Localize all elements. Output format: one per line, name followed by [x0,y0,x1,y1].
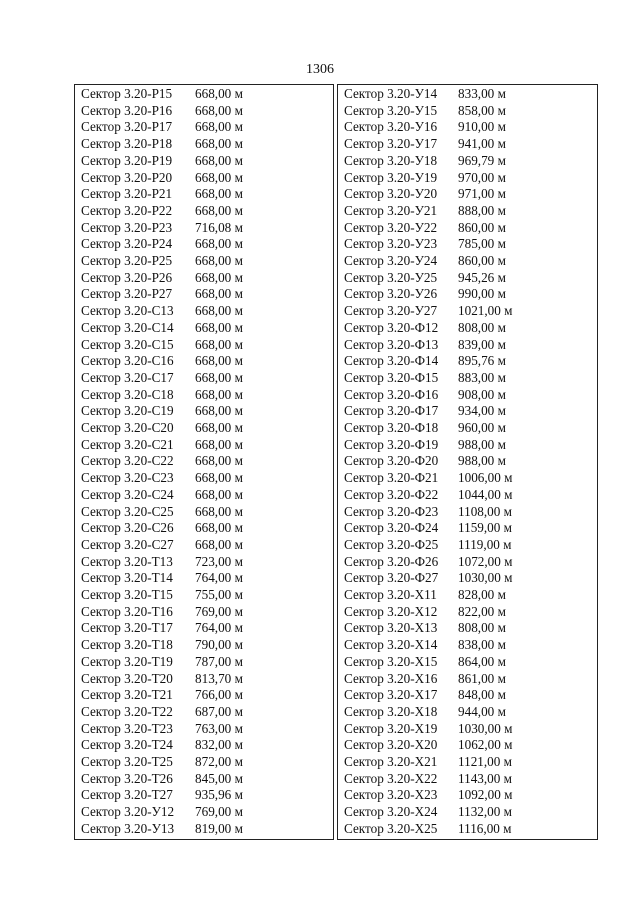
sector-name: Сектор 3.20-С14 [81,319,174,335]
sector-name: Сектор 3.20-Т24 [81,737,173,753]
table-row [75,253,333,270]
table-row [338,620,597,637]
sector-name: Сектор 3.20-Т14 [81,570,173,586]
sector-name: Сектор 3.20-С20 [81,420,174,435]
sector-name: Сектор 3.20-Т26 [81,770,173,786]
table-row [338,253,597,270]
table-row [75,687,333,704]
sector-length: 785,00 м [458,236,506,252]
table-row [75,437,333,454]
table-row [338,754,597,771]
table-row [75,671,333,688]
sector-length: 872,00 м [195,754,243,769]
sector-name: Сектор 3.20-Ф13 [344,336,439,352]
sector-name: Сектор 3.20-С13 [81,303,174,319]
sector-length: 1092,00 м [458,787,513,803]
sector-length: 1132,00 м [458,804,513,820]
sector-length: 971,00 м [458,186,506,202]
sector-name: Сектор 3.20-У14 [344,86,438,101]
sector-length: 970,00 м [458,169,506,185]
table-row [338,821,597,838]
sector-name: Сектор 3.20-Р19 [81,152,173,168]
sector-name: Сектор 3.20-Х21 [344,754,438,769]
sector-name: Сектор 3.20-У20 [344,186,438,202]
table-row [338,554,597,571]
sector-length: 668,00 м [195,319,243,335]
table-row [75,620,333,637]
sector-length: 668,00 м [195,286,243,302]
sector-name: Сектор 3.20-Ф21 [344,470,439,486]
table-row [338,153,597,170]
sector-name: Сектор 3.20-Т13 [81,553,173,569]
table-row [75,821,333,838]
sector-length: 988,00 м [458,436,506,452]
sector-name: Сектор 3.20-С19 [81,403,174,419]
sector-length: 969,79 м [458,152,506,168]
table-row [338,170,597,187]
table-row [75,587,333,604]
sector-length: 908,00 м [458,386,506,402]
sector-length: 1159,00 м [458,520,513,536]
table-row [338,270,597,287]
sector-length: 1116,00 м [458,820,512,836]
sector-name: Сектор 3.20-Ф14 [344,353,439,369]
sector-name: Сектор 3.20-У22 [344,219,438,235]
table-row [75,570,333,587]
sector-name: Сектор 3.20-Т16 [81,603,173,619]
sector-name: Сектор 3.20-Т18 [81,637,173,653]
table-row [75,86,333,103]
sector-length: 668,00 м [195,186,243,202]
sector-length: 723,00 м [195,553,243,569]
table-row [338,353,597,370]
sector-name: Сектор 3.20-У23 [344,236,438,252]
table-row [75,286,333,303]
table-row [338,721,597,738]
sector-length: 668,00 м [195,269,243,285]
sector-length: 833,00 м [458,86,506,101]
sector-name: Сектор 3.20-У21 [344,202,438,218]
table-row [75,520,333,537]
sector-name: Сектор 3.20-Х17 [344,687,438,703]
sector-name: Сектор 3.20-Ф27 [344,570,439,586]
sector-length: 941,00 м [458,136,506,152]
table-row [75,654,333,671]
sector-name: Сектор 3.20-Р22 [81,202,173,218]
page-number: 1306 [306,62,334,77]
sector-length: 716,08 м [195,219,243,235]
sector-length: 838,00 м [458,637,506,653]
table-row [75,270,333,287]
table-row [75,186,333,203]
sector-name: Сектор 3.20-Р25 [81,253,173,268]
table-row [75,119,333,136]
sector-name: Сектор 3.20-Р15 [81,86,173,101]
table-row [338,220,597,237]
sector-length: 668,00 м [195,503,243,519]
sector-length: 787,00 м [195,653,243,669]
sector-length: 668,00 м [195,536,243,552]
table-row [338,119,597,136]
table-row [338,804,597,821]
sector-name: Сектор 3.20-Ф25 [344,536,439,552]
sector-length: 945,26 м [458,269,506,285]
sector-name: Сектор 3.20-Р23 [81,219,173,235]
sector-length: 822,00 м [458,603,506,619]
table-row [338,654,597,671]
sector-length: 1030,00 м [458,570,513,586]
sector-length: 668,00 м [195,102,243,118]
sector-name: Сектор 3.20-Т15 [81,587,173,602]
table-row [75,554,333,571]
sector-length: 808,00 м [458,319,506,335]
sector-name: Сектор 3.20-Т27 [81,787,173,803]
table-row [75,637,333,654]
table-row [338,437,597,454]
table-row [338,303,597,320]
sector-length: 1030,00 м [458,720,513,736]
table-row [338,370,597,387]
sector-name: Сектор 3.20-Ф24 [344,520,439,536]
sector-name: Сектор 3.20-У24 [344,253,438,268]
table-row [338,671,597,688]
sector-length: 858,00 м [458,102,506,118]
sector-name: Сектор 3.20-Т17 [81,620,173,636]
sector-name: Сектор 3.20-Х12 [344,603,438,619]
table-row [338,787,597,804]
sector-name: Сектор 3.20-Р26 [81,269,173,285]
sector-length: 1108,00 м [458,503,513,519]
table-row [75,737,333,754]
sector-name: Сектор 3.20-Ф12 [344,319,439,335]
sector-length: 1121,00 м [458,754,513,769]
sector-name: Сектор 3.20-С21 [81,436,174,452]
sector-length: 668,00 м [195,386,243,402]
sector-length: 668,00 м [195,86,243,101]
sector-length: 935,96 м [195,787,243,803]
sector-length: 1062,00 м [458,737,513,753]
sector-length: 1021,00 м [458,303,513,319]
sector-name: Сектор 3.20-С22 [81,453,174,469]
sector-length: 764,00 м [195,620,243,636]
table-row [338,387,597,404]
sector-length: 668,00 м [195,336,243,352]
sector-name: Сектор 3.20-Х23 [344,787,438,803]
sector-length: 828,00 м [458,587,506,602]
sector-length: 860,00 м [458,253,506,268]
table-row [338,203,597,220]
sector-name: Сектор 3.20-Р21 [81,186,173,202]
table-row [75,387,333,404]
table-row [75,337,333,354]
sector-name: Сектор 3.20-С16 [81,353,174,369]
sector-name: Сектор 3.20-У25 [344,269,438,285]
table-row [75,220,333,237]
sector-length: 895,76 м [458,353,506,369]
table-row [338,286,597,303]
sector-name: Сектор 3.20-Р24 [81,236,173,252]
sector-length: 668,00 м [195,520,243,536]
sector-length: 910,00 м [458,119,506,135]
table-row [338,537,597,554]
sector-name: Сектор 3.20-Ф20 [344,453,439,469]
table-row [338,420,597,437]
table-row [338,520,597,537]
sector-length: 668,00 м [195,353,243,369]
sector-name: Сектор 3.20-Х14 [344,637,438,653]
sector-name: Сектор 3.20-С23 [81,470,174,486]
table-row [75,403,333,420]
sector-length: 668,00 м [195,453,243,469]
sector-name: Сектор 3.20-Ф22 [344,486,439,502]
table-row [338,470,597,487]
sector-name: Сектор 3.20-Т23 [81,720,173,736]
sector-length: 763,00 м [195,720,243,736]
sector-name: Сектор 3.20-С24 [81,486,174,502]
sector-name: Сектор 3.20-Х15 [344,653,438,669]
sector-name: Сектор 3.20-Ф26 [344,553,439,569]
table-row [338,453,597,470]
sector-name: Сектор 3.20-Т25 [81,754,173,769]
sector-name: Сектор 3.20-Ф19 [344,436,439,452]
sector-length: 861,00 м [458,670,506,686]
sector-name: Сектор 3.20-У16 [344,119,438,135]
sector-length: 668,00 м [195,436,243,452]
sector-length: 668,00 м [195,136,243,152]
table-row [75,787,333,804]
sector-name: Сектор 3.20-Т20 [81,670,173,686]
sector-length: 668,00 м [195,253,243,268]
sector-length: 769,00 м [195,603,243,619]
sector-length: 687,00 м [195,703,243,719]
sector-length: 883,00 м [458,369,506,385]
sector-length: 668,00 м [195,486,243,502]
sector-name: Сектор 3.20-С27 [81,536,174,552]
table-row [338,186,597,203]
table-row [75,236,333,253]
sector-name: Сектор 3.20-У27 [344,303,438,319]
table-row [75,136,333,153]
sector-name: Сектор 3.20-Р16 [81,102,173,118]
table-row [75,804,333,821]
table-row [75,537,333,554]
table-row [75,303,333,320]
table-row [338,320,597,337]
table-row [75,754,333,771]
sector-name: Сектор 3.20-Ф18 [344,420,439,435]
table-row [338,771,597,788]
table-row [75,604,333,621]
sector-name: Сектор 3.20-С25 [81,503,174,519]
sector-length: 668,00 м [195,403,243,419]
sector-name: Сектор 3.20-У15 [344,102,438,118]
table-row [75,504,333,521]
table-row [338,337,597,354]
table-row [75,320,333,337]
table-row [75,170,333,187]
sector-name: Сектор 3.20-Х24 [344,804,438,820]
table-row [75,370,333,387]
table-row [338,604,597,621]
table-row [75,353,333,370]
sector-length: 764,00 м [195,570,243,586]
sector-length-table [74,84,598,842]
sector-length: 790,00 м [195,637,243,653]
table-row [75,420,333,437]
table-row [338,587,597,604]
sector-length: 769,00 м [195,804,243,820]
table-row [338,504,597,521]
sector-length: 668,00 м [195,202,243,218]
sector-length: 864,00 м [458,653,506,669]
table-row [338,103,597,120]
sector-name: Сектор 3.20-Р20 [81,169,173,185]
table-row [75,153,333,170]
table-row [75,203,333,220]
table-row [338,487,597,504]
sector-length: 888,00 м [458,202,506,218]
sector-name: Сектор 3.20-Ф15 [344,369,439,385]
sector-length: 668,00 м [195,119,243,135]
right-column [337,84,598,840]
table-row [75,704,333,721]
sector-length: 813,70 м [195,670,243,686]
sector-length: 934,00 м [458,403,506,419]
sector-name: Сектор 3.20-С17 [81,369,174,385]
sector-name: Сектор 3.20-Х18 [344,703,438,719]
sector-length: 668,00 м [195,152,243,168]
sector-name: Сектор 3.20-У17 [344,136,438,152]
sector-name: Сектор 3.20-С26 [81,520,174,536]
sector-name: Сектор 3.20-Х20 [344,737,438,753]
sector-length: 819,00 м [195,820,243,836]
sector-name: Сектор 3.20-У26 [344,286,438,302]
table-row [338,403,597,420]
table-row [338,570,597,587]
sector-name: Сектор 3.20-Т21 [81,687,173,703]
sector-name: Сектор 3.20-Х16 [344,670,438,686]
table-row [338,136,597,153]
sector-name: Сектор 3.20-Т19 [81,653,173,669]
table-row [338,687,597,704]
sector-name: Сектор 3.20-Ф17 [344,403,439,419]
sector-name: Сектор 3.20-Р17 [81,119,173,135]
sector-name: Сектор 3.20-С18 [81,386,174,402]
sector-length: 848,00 м [458,687,506,703]
sector-name: Сектор 3.20-Р27 [81,286,173,302]
sector-length: 845,00 м [195,770,243,786]
sector-name: Сектор 3.20-Р18 [81,136,173,152]
sector-name: Сектор 3.20-У19 [344,169,438,185]
sector-name: Сектор 3.20-Х19 [344,720,438,736]
table-row [338,637,597,654]
table-row [75,721,333,738]
sector-length: 960,00 м [458,420,506,435]
table-row [338,86,597,103]
sector-name: Сектор 3.20-Х13 [344,620,438,636]
sector-length: 1044,00 м [458,486,513,502]
sector-name: Сектор 3.20-Т22 [81,703,173,719]
table-row [338,737,597,754]
table-row [338,236,597,253]
sector-length: 755,00 м [195,587,243,602]
sector-length: 1072,00 м [458,553,513,569]
sector-length: 944,00 м [458,703,506,719]
sector-name: Сектор 3.20-Ф16 [344,386,439,402]
sector-name: Сектор 3.20-С15 [81,336,174,352]
table-row [75,453,333,470]
sector-length: 766,00 м [195,687,243,703]
sector-length: 860,00 м [458,219,506,235]
sector-length: 668,00 м [195,303,243,319]
left-column [74,84,334,840]
sector-length: 668,00 м [195,169,243,185]
sector-name: Сектор 3.20-Х25 [344,820,438,836]
table-row [75,470,333,487]
sector-name: Сектор 3.20-У18 [344,152,438,168]
sector-length: 1143,00 м [458,770,513,786]
sector-length: 839,00 м [458,336,506,352]
table-row [75,487,333,504]
sector-name: Сектор 3.20-У13 [81,820,175,836]
table-row [75,771,333,788]
sector-length: 988,00 м [458,453,506,469]
sector-length: 832,00 м [195,737,243,753]
sector-name: Сектор 3.20-У12 [81,804,175,820]
sector-name: Сектор 3.20-Ф23 [344,503,439,519]
sector-length: 1119,00 м [458,536,512,552]
table-row [338,704,597,721]
sector-length: 668,00 м [195,470,243,486]
sector-length: 668,00 м [195,236,243,252]
sector-length: 808,00 м [458,620,506,636]
sector-name: Сектор 3.20-Х22 [344,770,438,786]
sector-length: 668,00 м [195,420,243,435]
sector-length: 668,00 м [195,369,243,385]
sector-name: Сектор 3.20-Х11 [344,587,437,602]
table-row [75,103,333,120]
sector-length: 1006,00 м [458,470,513,486]
sector-length: 990,00 м [458,286,506,302]
